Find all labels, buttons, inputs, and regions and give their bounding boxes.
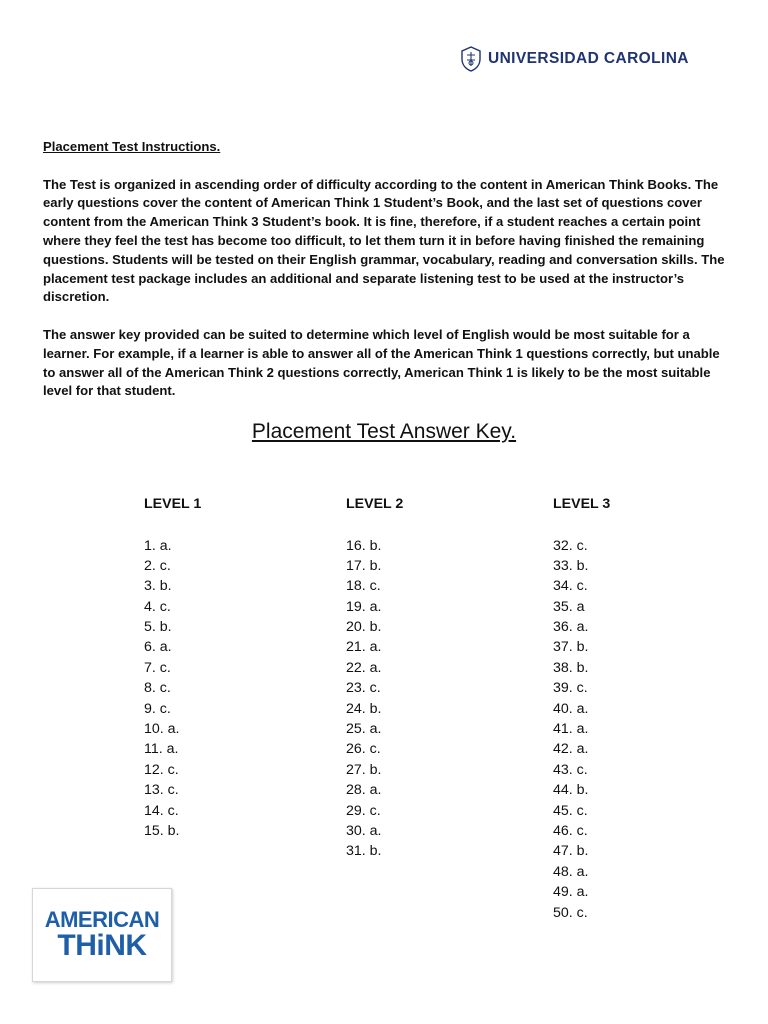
answer-item: 14. c. <box>144 802 179 819</box>
level-1-column <box>144 494 201 841</box>
answer-item: 43. c. <box>553 761 588 778</box>
answer-item: 20. b. <box>346 619 382 636</box>
answer-item: 12. c. <box>144 761 179 778</box>
answer-list <box>553 536 610 923</box>
answer-item: 18. c. <box>346 578 381 595</box>
answer-item: 21. a. <box>346 639 382 656</box>
answer-item: 48. a. <box>553 863 589 880</box>
university-logo <box>460 46 689 72</box>
level-2-column <box>346 494 403 862</box>
answer-item: 41. a. <box>553 721 589 738</box>
answer-item: 16. b. <box>346 537 382 554</box>
answer-item: 6. a. <box>144 639 172 656</box>
answer-item: 42. a. <box>553 741 589 758</box>
level-heading: LEVEL 1 <box>144 496 202 512</box>
answer-item: 49. a. <box>553 884 589 901</box>
answer-item: 15. b. <box>144 822 180 839</box>
answer-item: 47. b. <box>553 843 589 860</box>
university-name: UNIVERSIDAD CAROLINA <box>488 50 689 67</box>
answer-item: 1. a. <box>144 537 172 554</box>
answer-item: 30. a. <box>346 822 382 839</box>
answer-item: 50. c. <box>553 904 588 921</box>
answer-item: 40. a. <box>553 700 589 717</box>
answer-item: 26. c. <box>346 741 381 758</box>
answer-item: 3. b. <box>144 578 172 595</box>
answer-list <box>346 536 403 862</box>
answer-item: 22. a. <box>346 659 382 676</box>
answer-item: 34. c. <box>553 578 588 595</box>
answer-item: 23. c. <box>346 680 381 697</box>
answer-item: 39. c. <box>553 680 588 697</box>
american-think-logo <box>32 888 172 982</box>
answer-item: 27. b. <box>346 761 382 778</box>
instructions-heading: Placement Test Instructions. <box>43 139 221 154</box>
answer-item: 11. a. <box>144 741 179 758</box>
answer-item: 7. c. <box>144 659 171 676</box>
instructions-paragraph-2: The answer key provided can be suited to determine which level of English would be most suitable for a learner. For example, if a learner is able to answer all of the American Think 1 questions correctly, but unable to answer all of the American Think 2 questions correctly, American Think 1 is likely to be the most suitable level for that student. <box>43 326 720 399</box>
answer-item: 9. c. <box>144 700 171 717</box>
answer-item: 44. b. <box>553 782 589 799</box>
answer-item: 45. c. <box>553 802 588 819</box>
answer-item: 10. a. <box>144 721 180 738</box>
answer-item: 17. b. <box>346 557 382 574</box>
answer-item: 36. a. <box>553 619 589 636</box>
answer-item: 35. a <box>553 598 585 615</box>
answer-item: 8. c. <box>144 680 171 697</box>
answer-item: 31. b. <box>346 843 382 860</box>
answer-item: 38. b. <box>553 659 589 676</box>
logo-line-2: THiNK <box>57 929 147 962</box>
answer-item: 5. b. <box>144 619 172 636</box>
answer-item: 46. c. <box>553 822 588 839</box>
answer-item: 32. c. <box>553 537 588 554</box>
answer-item: 24. b. <box>346 700 382 717</box>
answer-list <box>144 536 201 842</box>
answer-key-title: Placement Test Answer Key. <box>251 420 517 443</box>
answer-item: 13. c. <box>144 782 179 799</box>
answer-item: 33. b. <box>553 557 589 574</box>
answer-item: 29. c. <box>346 802 381 819</box>
answer-item: 37. b. <box>553 639 589 656</box>
university-crest-icon <box>460 46 482 72</box>
instructions-section <box>43 138 733 420</box>
answer-item: 2. c. <box>144 557 171 574</box>
answer-item: 25. a. <box>346 721 382 738</box>
instructions-paragraph-1: The Test is organized in ascending order of difficulty according to the content in American Think Books. The early questions cover the content of American Think 1 Student’s Book, and the last set of questions cover content from the American Think 3 Student’s book. It is fine, therefore, if a student reaches a certain point where they feel the test has become too difficult, to let them turn it in before having finished the remaining questions. Students will be tested on their English grammar, vocabulary, reading and conversation skills. The placement test package includes an additional and separate listening test to be used at the instructor’s discretion. <box>43 176 725 305</box>
answer-item: 4. c. <box>144 598 171 615</box>
level-3-column <box>553 494 610 923</box>
logo-line-1: AMERICAN <box>44 907 160 932</box>
level-heading: LEVEL 3 <box>553 496 611 512</box>
answer-item: 28. a. <box>346 782 382 799</box>
answer-item: 19. a. <box>346 598 382 615</box>
level-heading: LEVEL 2 <box>346 496 404 512</box>
